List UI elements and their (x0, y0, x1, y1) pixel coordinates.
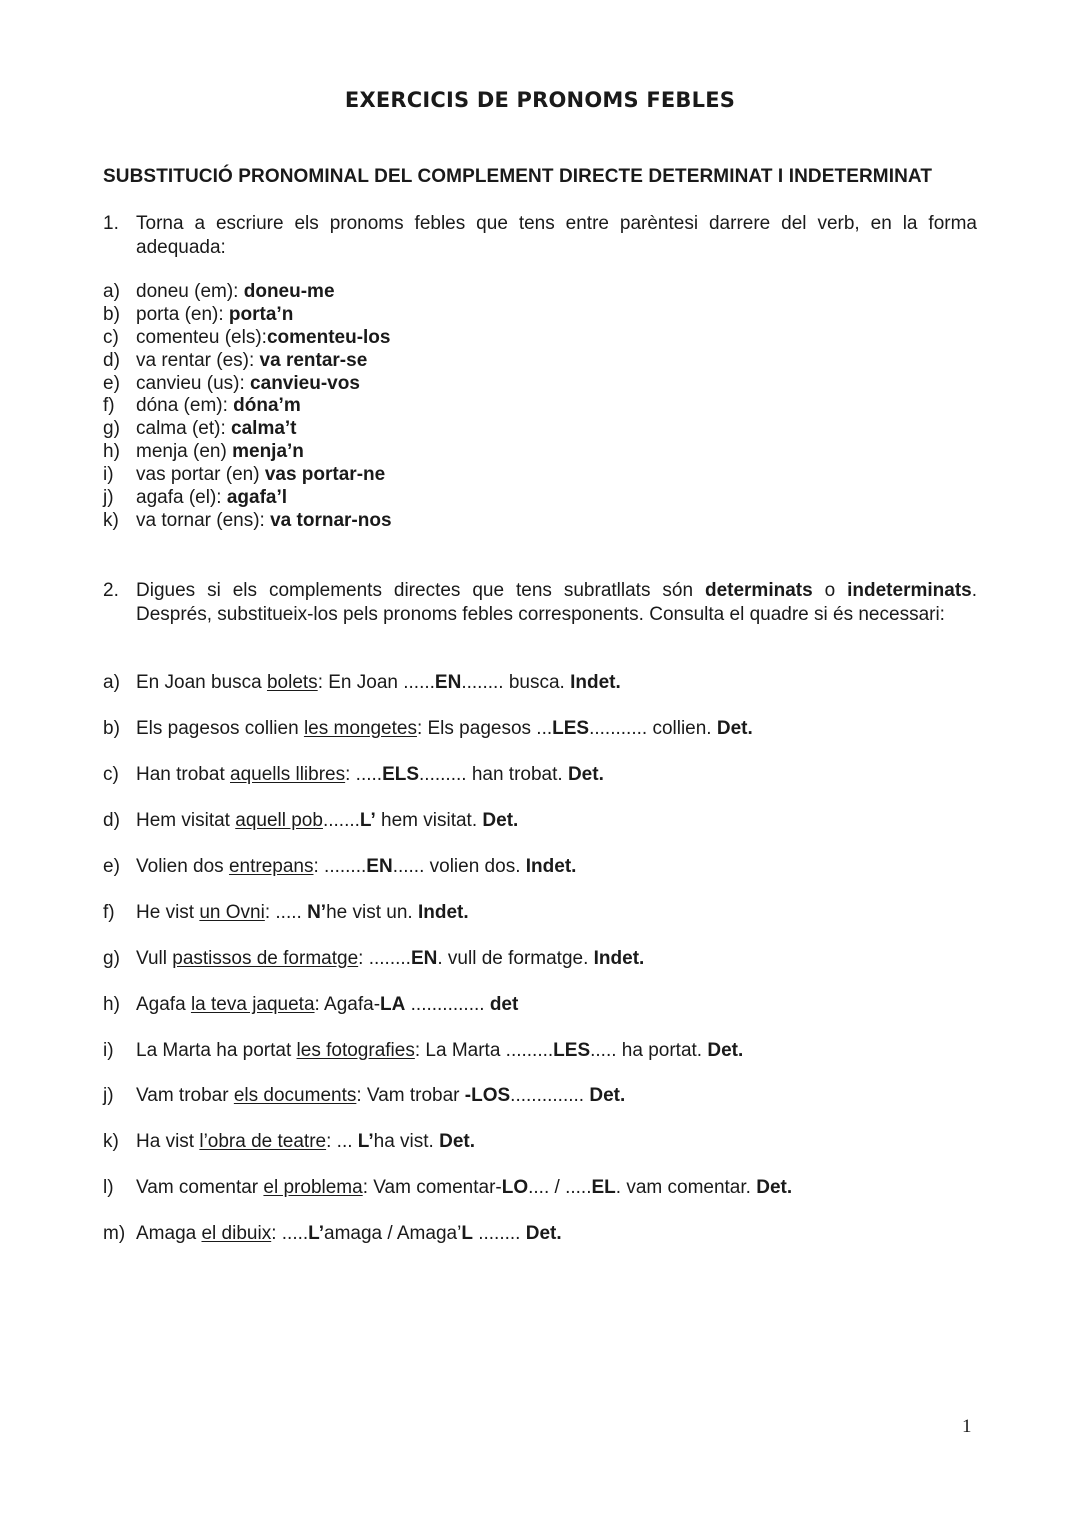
item-text (136, 901, 469, 925)
answer-text: Det. (707, 1039, 744, 1061)
underlined-complement: les fotografies (296, 1039, 415, 1061)
answer-text: Det. (716, 717, 753, 739)
item-text (136, 1222, 562, 1246)
underlined-complement: el dibuix (201, 1223, 272, 1245)
item-letter: e) (103, 855, 120, 877)
plain-text: .............. (405, 993, 490, 1015)
item-text (136, 350, 367, 373)
underlined-complement: pastissos de formatge (172, 947, 359, 969)
answer-text: Det. (567, 763, 604, 785)
item-text (136, 947, 644, 971)
item-text (136, 373, 360, 396)
item-prompt: va tornar (ens): (136, 509, 265, 531)
item-letter: i) (103, 464, 114, 486)
plain-text: Volien dos (136, 855, 229, 877)
plain-text: ........ (472, 1223, 526, 1245)
item-text (136, 1176, 792, 1200)
plain-text: Vam trobar (136, 1085, 234, 1107)
item-answer: agafa’l (221, 487, 288, 509)
plain-text: Vull (136, 947, 173, 969)
item-letter: f) (103, 395, 115, 417)
exercise-number: 1. (103, 213, 119, 234)
plain-text: : ..... (271, 1223, 309, 1245)
plain-text: hem visitat. (375, 809, 483, 831)
plain-text: ........... collien. (589, 717, 717, 739)
plain-text: ...... volien dos. (392, 855, 526, 877)
item-prompt: doneu (em): (136, 281, 239, 302)
item-letter: b) (103, 303, 120, 325)
answer-text: LES (552, 717, 590, 739)
answer-text: Det. (525, 1223, 562, 1245)
item-text (136, 418, 297, 441)
underlined-complement: aquells llibres (230, 763, 346, 785)
plain-text: .............. (510, 1085, 590, 1107)
item-text (136, 671, 621, 695)
item-text (136, 717, 753, 741)
item-letter: i) (103, 1039, 114, 1061)
item-answer: porta’n (223, 303, 294, 325)
underlined-complement: la teva jaqueta (190, 993, 315, 1015)
plain-text: : La Marta ......... (414, 1039, 554, 1061)
answer-text: Det. (482, 809, 519, 831)
exercise-number: 2. (103, 580, 119, 601)
plain-text: Hem visitat (136, 809, 236, 831)
exercise-1-instruction (103, 212, 977, 259)
item-answer: calma’t (225, 418, 297, 440)
plain-text: La Marta ha portat (136, 1039, 297, 1061)
answer-text: Indet. (570, 672, 621, 693)
item-text (136, 763, 604, 787)
item-text (136, 281, 335, 304)
answer-text: Det. (756, 1177, 793, 1199)
plain-text: . vam comentar. (615, 1177, 757, 1199)
answer-text: L (461, 1223, 473, 1245)
item-text (136, 1084, 625, 1108)
item-text (136, 441, 304, 464)
item-letter: h) (103, 993, 120, 1015)
plain-text: ....... (322, 809, 360, 831)
item-letter: g) (103, 947, 120, 969)
plain-text: he vist un. (326, 901, 418, 923)
item-letter: f) (103, 901, 115, 923)
underlined-complement: un Ovni (199, 901, 265, 923)
plain-text: He vist (136, 901, 200, 923)
plain-text: : Agafa- (314, 993, 381, 1015)
page-title: EXERCICIS DE PRONOMS FEBLES (344, 88, 736, 112)
plain-text: : En Joan ...... (317, 672, 435, 693)
item-text (136, 510, 392, 533)
underlined-complement: els documents (233, 1085, 357, 1107)
answer-text: L’ (357, 1131, 374, 1153)
underlined-complement: bolets (266, 672, 318, 693)
item-letter: a) (103, 672, 120, 693)
item-letter: d) (103, 349, 120, 371)
section-heading: SUBSTITUCIÓ PRONOMINAL DEL COMPLEMENT DIRECTE DETERMINAT I INDETERMINAT (103, 166, 933, 187)
answer-text: EN (410, 947, 438, 969)
item-text (136, 1130, 475, 1154)
item-prompt: canvieu (us): (136, 372, 245, 394)
plain-text: Ha vist (136, 1131, 200, 1153)
answer-text: ELS (382, 763, 420, 785)
item-letter: c) (103, 326, 119, 348)
item-prompt: agafa (el): (136, 487, 222, 509)
answer-text: L’ (359, 809, 376, 831)
answer-text: N’ (307, 901, 327, 923)
item-text (136, 487, 287, 510)
plain-text: : Vam trobar (356, 1085, 465, 1107)
item-answer: doneu-me (238, 281, 335, 302)
underlined-complement: l’obra de teatre (199, 1131, 327, 1153)
item-prompt: menja (en) (136, 441, 227, 463)
plain-text: ..... ha portat. (590, 1039, 708, 1061)
item-letter: h) (103, 441, 120, 463)
item-answer: va tornar-nos (264, 509, 392, 531)
item-letter: g) (103, 418, 120, 440)
plain-text: Amaga (136, 1223, 202, 1245)
plain-text: En Joan busca (136, 672, 267, 693)
plain-text: .... / ..... (528, 1177, 592, 1199)
exercise-2-instruction (103, 579, 977, 626)
item-text (136, 304, 293, 327)
item-text (136, 327, 390, 350)
answer-text: Indet. (417, 901, 469, 923)
item-text (136, 1039, 743, 1063)
item-letter: k) (103, 1131, 119, 1153)
answer-text: EN (434, 672, 462, 693)
item-letter: e) (103, 372, 120, 394)
item-text (136, 395, 301, 418)
item-answer: vas portar-ne (259, 464, 386, 486)
item-answer: va rentar-se (254, 349, 368, 371)
plain-text: : Vam comentar- (362, 1177, 502, 1199)
item-letter: d) (103, 809, 120, 831)
answer-text: EL (591, 1177, 616, 1199)
item-letter: k) (103, 509, 119, 531)
item-prompt: dóna (em): (136, 395, 228, 417)
plain-text: ......... han trobat. (419, 763, 568, 785)
plain-text: Vam comentar (136, 1177, 264, 1199)
item-answer: menja’n (226, 441, 304, 463)
underlined-complement: entrepans (228, 855, 314, 877)
plain-text: ........ busca. (461, 672, 571, 693)
answer-text: LES (553, 1039, 591, 1061)
page-number: 1 (962, 1416, 972, 1437)
item-prompt: va rentar (es): (136, 349, 255, 371)
plain-text: Els pagesos collien (136, 717, 304, 739)
plain-text: amaga / Amaga’ (324, 1223, 462, 1245)
item-letter: c) (103, 763, 119, 785)
item-text (136, 464, 385, 487)
item-answer: dóna’m (227, 395, 301, 417)
answer-text: L’ (308, 1223, 324, 1245)
plain-text: ha vist. (373, 1131, 440, 1153)
answer-text: EN (366, 855, 393, 877)
plain-text: : ... (326, 1131, 358, 1153)
plain-text: : ..... (345, 763, 383, 785)
item-letter: j) (103, 1085, 114, 1107)
item-text (136, 855, 576, 879)
answer-text: Indet. (593, 947, 645, 969)
underlined-complement: aquell pob (235, 809, 323, 831)
answer-text: Det. (589, 1085, 626, 1107)
item-letter: m) (103, 1223, 126, 1245)
plain-text: : Els pagesos ... (416, 717, 553, 739)
item-letter: l) (103, 1177, 114, 1199)
answer-text: det (489, 993, 519, 1015)
plain-text: . vull de formatge. (437, 947, 594, 969)
answer-text: Indet. (525, 855, 577, 877)
underlined-complement: el problema (263, 1177, 363, 1199)
item-text (136, 993, 518, 1017)
item-letter: b) (103, 717, 120, 739)
plain-text: : ........ (358, 947, 411, 969)
plain-text: : ..... (264, 901, 308, 923)
answer-text: LO (501, 1177, 529, 1199)
item-answer: canvieu-vos (244, 372, 360, 394)
plain-text: Han trobat (136, 763, 230, 785)
item-prompt: vas portar (en) (136, 464, 260, 486)
item-letter: j) (103, 487, 114, 509)
answer-text: Det. (439, 1131, 476, 1153)
answer-text: -LOS (464, 1085, 511, 1107)
item-prompt: porta (en): (136, 303, 224, 325)
item-prompt: comenteu (els): (136, 326, 267, 348)
instruction-text: Torna a escriure els pronoms febles que tens entre parèntesi darrere del verb, en la forma adequada: (136, 213, 977, 258)
underlined-complement: les mongetes (303, 717, 417, 739)
plain-text: Agafa (136, 993, 191, 1015)
item-prompt: calma (et): (136, 418, 226, 440)
answer-text: LA (380, 993, 406, 1015)
instruction-text: Digues si els complements directes que tens subratllats són determinats o indeterminats. Després, substitueix-los pels pronoms febles corresponents. Consulta el quadre si és necessari: (136, 580, 977, 625)
item-answer: comenteu-los (266, 326, 391, 348)
item-letter: a) (103, 281, 120, 302)
item-text (136, 809, 518, 833)
plain-text: : ........ (313, 855, 367, 877)
